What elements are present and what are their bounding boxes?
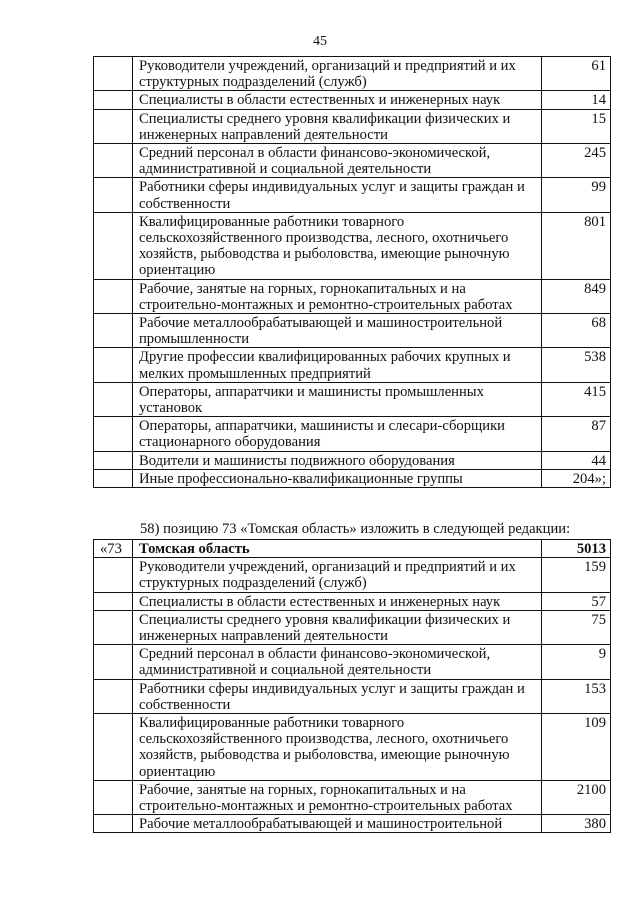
count-cell: 61 [542, 57, 611, 91]
region-table-tomsk [93, 539, 611, 833]
occupation-group-cell: Средний персонал в области финансово-экономической, административной и социальной деятельности [133, 645, 542, 679]
occupation-group-cell: Рабочие металлообрабатывающей и машиностроительной промышленности [133, 314, 542, 348]
count-cell: 87 [542, 417, 611, 451]
table-a-body [94, 57, 611, 488]
count-cell: 44 [542, 451, 611, 469]
count-cell: 801 [542, 212, 611, 279]
table-row [94, 558, 611, 592]
count-cell: 2100 [542, 780, 611, 814]
occupation-group-cell: Работники сферы индивидуальных услуг и защиты граждан и собственности [133, 679, 542, 713]
row-number-cell [94, 610, 133, 644]
row-number-cell [94, 382, 133, 416]
region-total: 5013 [542, 540, 611, 558]
row-number-cell [94, 780, 133, 814]
count-cell: 57 [542, 592, 611, 610]
occupation-group-cell: Рабочие, занятые на горных, горнокапитальных и на строительно-монтажных и ремонтно-строительных работах [133, 279, 542, 313]
region-code: «73 [94, 540, 133, 558]
count-cell: 159 [542, 558, 611, 592]
page-number: 45 [313, 34, 327, 49]
count-cell: 9 [542, 645, 611, 679]
occupation-group-cell: Специалисты среднего уровня квалификации физических и инженерных направлений деятельности [133, 610, 542, 644]
row-number-cell [94, 558, 133, 592]
occupation-group-cell: Специалисты в области естественных и инженерных наук [133, 91, 542, 109]
table-row [94, 780, 611, 814]
occupation-group-cell: Операторы, аппаратчики и машинисты промышленных установок [133, 382, 542, 416]
row-number-cell [94, 679, 133, 713]
table-row [94, 279, 611, 313]
table-row [94, 469, 611, 487]
row-number-cell [94, 91, 133, 109]
row-number-cell [94, 592, 133, 610]
row-number-cell [94, 279, 133, 313]
count-cell: 380 [542, 815, 611, 833]
occupation-group-cell: Иные профессионально-квалификационные группы [133, 469, 542, 487]
occupation-group-cell: Руководители учреждений, организаций и предприятий и их структурных подразделений (служб) [133, 558, 542, 592]
row-number-cell [94, 314, 133, 348]
count-cell: 14 [542, 91, 611, 109]
count-cell: 109 [542, 714, 611, 781]
occupation-group-cell: Средний персонал в области финансово-экономической, административной и социальной деятельности [133, 144, 542, 178]
count-cell: 538 [542, 348, 611, 382]
table-row [94, 645, 611, 679]
occupation-group-cell: Специалисты среднего уровня квалификации физических и инженерных направлений деятельности [133, 109, 542, 143]
table-row [94, 382, 611, 416]
count-cell: 204»; [542, 469, 611, 487]
occupation-group-cell: Рабочие металлообрабатывающей и машиностроительной [133, 815, 542, 833]
table-row [94, 815, 611, 833]
occupation-group-cell: Руководители учреждений, организаций и предприятий и их структурных подразделений (служб) [133, 57, 542, 91]
count-cell: 99 [542, 178, 611, 212]
table-b-body [94, 540, 611, 833]
table-row [94, 714, 611, 781]
table-row [94, 91, 611, 109]
table-row [94, 109, 611, 143]
count-cell: 75 [542, 610, 611, 644]
row-number-cell [94, 815, 133, 833]
count-cell: 849 [542, 279, 611, 313]
count-cell: 68 [542, 314, 611, 348]
table-row [94, 178, 611, 212]
table-row [94, 451, 611, 469]
occupation-group-cell: Операторы, аппаратчики, машинисты и слесари-сборщики стационарного оборудования [133, 417, 542, 451]
row-number-cell [94, 212, 133, 279]
region-table-continued [93, 56, 611, 488]
row-number-cell [94, 144, 133, 178]
occupation-group-cell: Квалифицированные работники товарного сельскохозяйственного производства, лесного, охотничьего хозяйств, рыбоводства и рыболовства, имеющие рыночную ориентацию [133, 212, 542, 279]
count-cell: 15 [542, 109, 611, 143]
occupation-group-cell: Специалисты в области естественных и инженерных наук [133, 592, 542, 610]
amendment-instruction: 58) позицию 73 «Томская область» изложить в следующей редакции: [140, 521, 571, 537]
occupation-group-cell: Работники сферы индивидуальных услуг и защиты граждан и собственности [133, 178, 542, 212]
table-row [94, 610, 611, 644]
row-number-cell [94, 109, 133, 143]
table-row [94, 417, 611, 451]
count-cell: 245 [542, 144, 611, 178]
row-number-cell [94, 417, 133, 451]
count-cell: 415 [542, 382, 611, 416]
table-row [94, 314, 611, 348]
occupation-group-cell: Рабочие, занятые на горных, горнокапитальных и на строительно-монтажных и ремонтно-строительных работах [133, 780, 542, 814]
table-row [94, 348, 611, 382]
occupation-group-cell: Квалифицированные работники товарного сельскохозяйственного производства, лесного, охотничьего хозяйств, рыбоводства и рыболовства, имеющие рыночную ориентацию [133, 714, 542, 781]
row-number-cell [94, 714, 133, 781]
table-row [94, 212, 611, 279]
count-cell: 153 [542, 679, 611, 713]
row-number-cell [94, 348, 133, 382]
occupation-group-cell: Другие профессии квалифицированных рабочих крупных и мелких промышленных предприятий [133, 348, 542, 382]
row-number-cell [94, 57, 133, 91]
occupation-group-cell: Водители и машинисты подвижного оборудования [133, 451, 542, 469]
region-header-row [94, 540, 611, 558]
region-name: Томская область [133, 540, 542, 558]
table-row [94, 57, 611, 91]
row-number-cell [94, 451, 133, 469]
row-number-cell [94, 645, 133, 679]
table-row [94, 592, 611, 610]
table-row [94, 679, 611, 713]
row-number-cell [94, 469, 133, 487]
row-number-cell [94, 178, 133, 212]
table-row [94, 144, 611, 178]
